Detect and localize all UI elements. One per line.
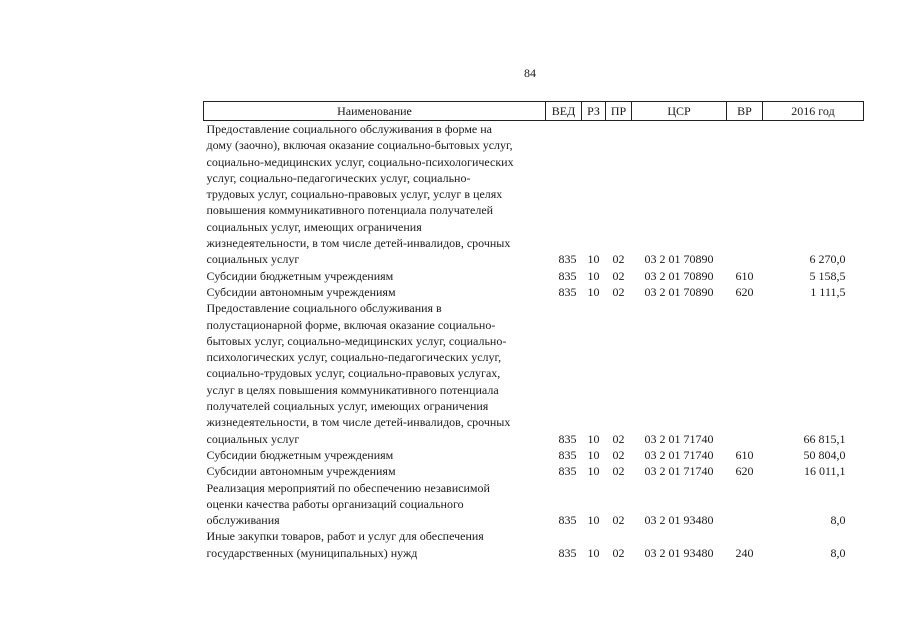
row-pr: 02 (612, 268, 625, 283)
row-name-line: социально-медицинских услуг, социально-психологических (206, 154, 514, 169)
row-rz: 10 (587, 284, 600, 299)
row-rz: 10 (587, 464, 600, 479)
row-csr: 03 2 01 70890 (644, 284, 714, 299)
row-year: 50 804,0 (803, 447, 846, 462)
row-name-line: Реализация мероприятий по обеспечению независимой (206, 480, 490, 495)
row-csr: 03 2 01 71740 (644, 447, 714, 462)
row-pr: 02 (612, 284, 625, 299)
table-row (204, 300, 864, 447)
row-name-line: дому (заочно), включая оказание социально-бытовых услуг, (206, 138, 513, 153)
row-csr: 03 2 01 70890 (644, 252, 714, 267)
table-header-row (204, 102, 864, 121)
row-name (204, 447, 546, 463)
row-pr: 02 (612, 252, 625, 267)
row-ved: 835 (558, 252, 577, 267)
row-year: 8,0 (830, 513, 846, 528)
row-name-line: оценки качества работы организаций социального (206, 496, 464, 511)
table-row (204, 528, 864, 561)
row-name-line: услуг, социально-педагогических услуг, социально- (206, 170, 471, 185)
row-name (204, 463, 546, 479)
row-year: 66 815,1 (803, 431, 846, 446)
row-name-line: полустационарной форме, включая оказание социально- (206, 317, 496, 332)
row-vr (727, 121, 763, 268)
row-ved: 835 (558, 447, 577, 462)
header-name: Наименование (204, 102, 546, 121)
table-row (204, 121, 864, 268)
row-name-line: жизнедеятельности, в том числе детей-инвалидов, срочных (206, 415, 511, 430)
row-vr: 610 (735, 268, 754, 283)
row-ved: 835 (558, 284, 577, 299)
row-ved: 835 (558, 464, 577, 479)
row-ved: 835 (558, 431, 577, 446)
row-pr: 02 (612, 545, 625, 560)
row-rz: 10 (587, 431, 600, 446)
row-name-line: услуг в целях повышения коммуникативного потенциала (206, 382, 499, 397)
row-vr (727, 300, 763, 447)
header-rz: РЗ (582, 102, 606, 121)
row-name-line: Субсидии бюджетным учреждениям (206, 268, 394, 283)
row-ved: 835 (558, 545, 577, 560)
row-vr: 620 (735, 284, 754, 299)
row-name (204, 284, 546, 300)
row-name-line: социальных услуг (206, 252, 300, 267)
table-body (204, 121, 864, 562)
row-rz: 10 (587, 252, 600, 267)
header-vr: ВР (727, 102, 763, 121)
row-name-line: жизнедеятельности, в том числе детей-инвалидов, срочных (206, 236, 511, 251)
row-name-line: Субсидии бюджетным учреждениям (206, 447, 394, 462)
header-year: 2016 год (763, 102, 864, 121)
row-pr: 02 (612, 513, 625, 528)
row-name-line: социальных услуг, имеющих ограничения (206, 219, 422, 234)
row-csr: 03 2 01 93480 (644, 513, 714, 528)
row-name (204, 121, 546, 268)
row-rz: 10 (587, 447, 600, 462)
row-name (204, 528, 546, 561)
header-pr: ПР (606, 102, 632, 121)
row-name-line: бытовых услуг, социально-медицинских услуг, социально- (206, 333, 507, 348)
row-ved: 835 (558, 268, 577, 283)
row-pr: 02 (612, 464, 625, 479)
page-number: 84 (524, 66, 536, 80)
row-csr: 03 2 01 93480 (644, 545, 714, 560)
row-vr: 610 (735, 447, 754, 462)
table-row (204, 447, 864, 463)
row-vr (727, 480, 763, 529)
row-vr: 240 (735, 545, 754, 560)
row-ved: 835 (558, 513, 577, 528)
row-name-line: получателей социальных услуг, имеющих ограничения (206, 399, 489, 414)
table-row (204, 480, 864, 529)
row-csr: 03 2 01 71740 (644, 431, 714, 446)
row-name-line: трудовых услуг, социально-правовых услуг, услуг в целях (206, 187, 503, 202)
header-ved: ВЕД (546, 102, 582, 121)
row-name-line: Субсидии автономным учреждениям (206, 284, 396, 299)
row-rz: 10 (587, 545, 600, 560)
row-year: 16 011,1 (803, 464, 846, 479)
row-name (204, 300, 546, 447)
row-vr: 620 (735, 464, 754, 479)
row-name-line: социально-трудовых услуг, социально-правовых услугах, (206, 366, 501, 381)
row-year: 5 158,5 (809, 268, 846, 283)
row-name-line: психологических услуг, социально-педагогических услуг, (206, 350, 502, 365)
row-name (204, 480, 546, 529)
row-name-line: Иные закупки товаров, работ и услуг для обеспечения (206, 529, 484, 544)
table-row (204, 268, 864, 284)
row-pr: 02 (612, 431, 625, 446)
row-csr: 03 2 01 70890 (644, 268, 714, 283)
row-year: 1 111,5 (810, 284, 846, 299)
row-name-line: обслуживания (206, 513, 280, 528)
row-year: 8,0 (830, 545, 846, 560)
row-name-line: государственных (муниципальных) нужд (206, 545, 418, 560)
row-name-line: социальных услуг (206, 431, 300, 446)
row-pr: 02 (612, 447, 625, 462)
row-name-line: Субсидии автономным учреждениям (206, 464, 396, 479)
budget-table (203, 101, 864, 561)
row-name-line: Предоставление социального обслуживания в форме на (206, 122, 492, 136)
row-rz: 10 (587, 513, 600, 528)
row-name-line: повышения коммуникативного потенциала получателей (206, 203, 494, 218)
row-rz: 10 (587, 268, 600, 283)
row-name (204, 268, 546, 284)
row-year: 6 270,0 (809, 252, 846, 267)
table-row (204, 463, 864, 479)
row-name-line: Предоставление социального обслуживания в (206, 301, 442, 316)
row-csr: 03 2 01 71740 (644, 464, 714, 479)
table-row (204, 284, 864, 300)
header-csr: ЦСР (632, 102, 727, 121)
